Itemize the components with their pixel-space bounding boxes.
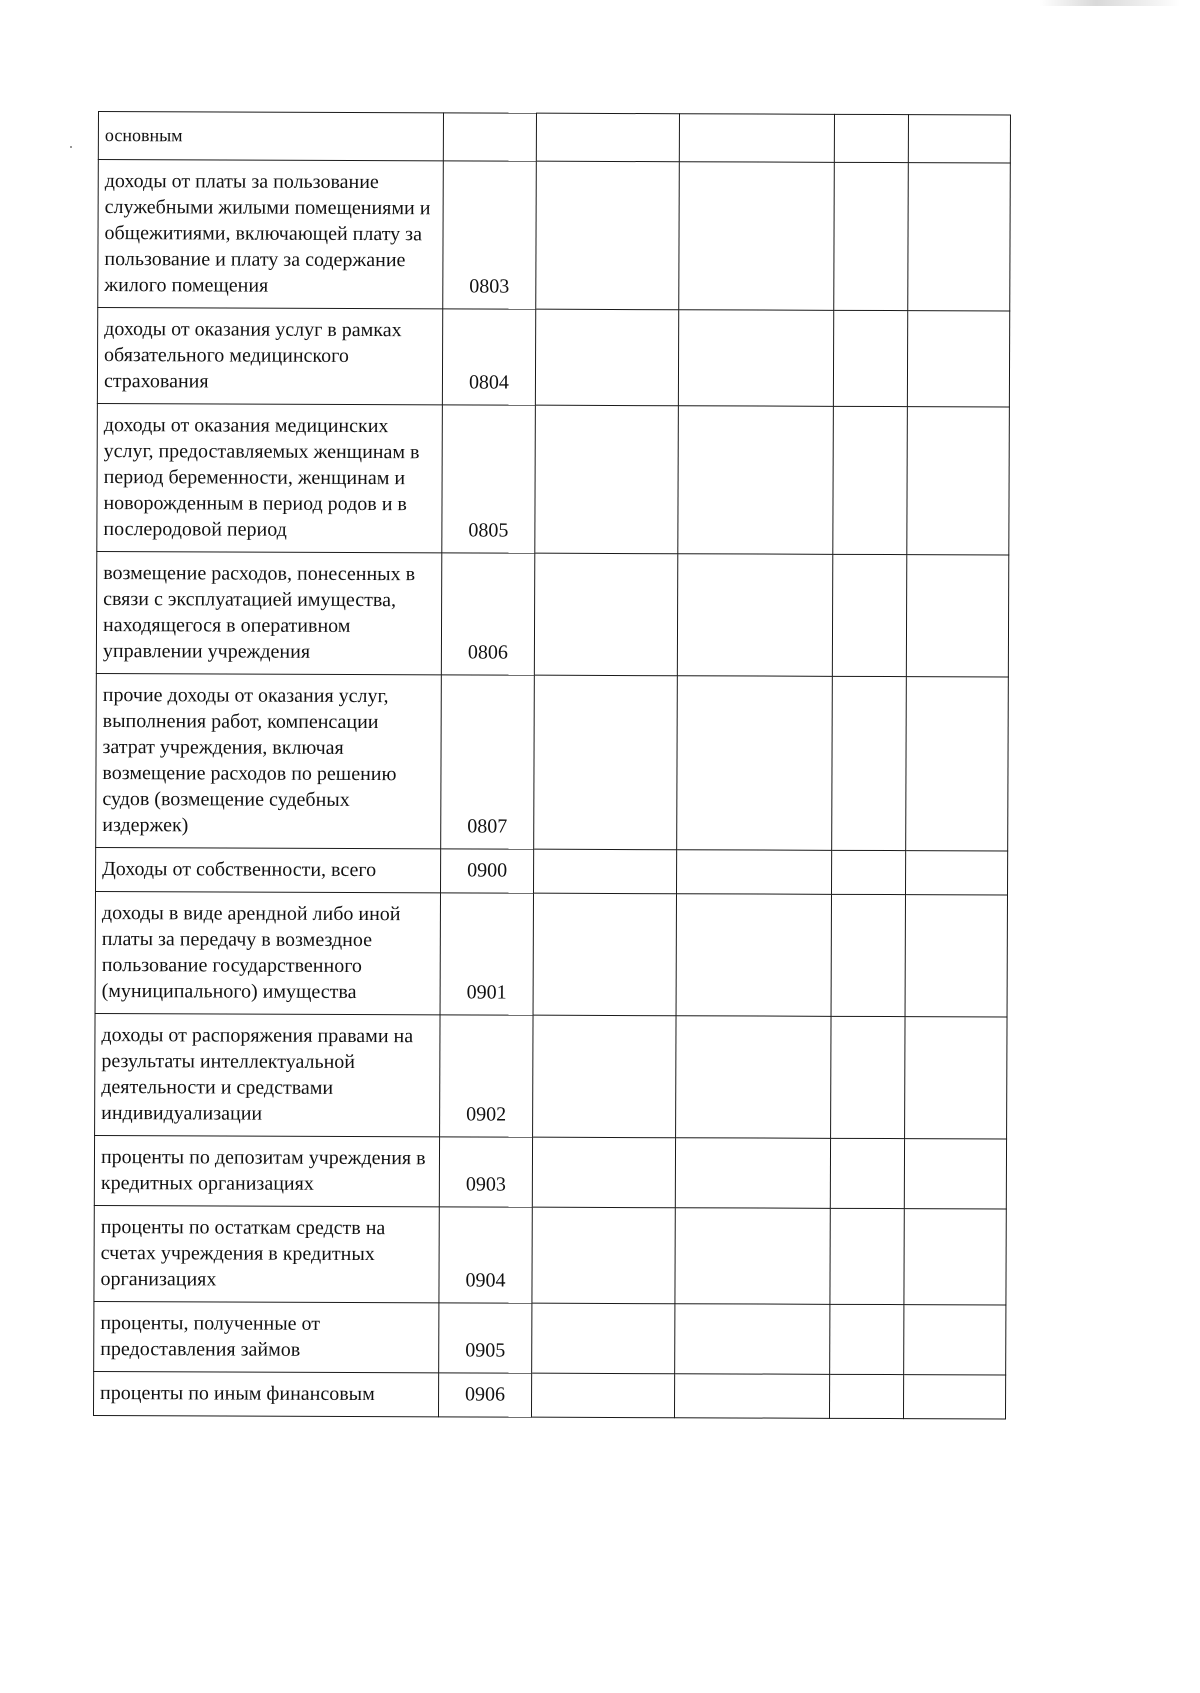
table-row	[98, 112, 1010, 164]
table-row	[97, 403, 1010, 555]
value-cell	[832, 554, 906, 676]
row-label: основным	[98, 112, 443, 161]
value-cell	[831, 894, 905, 1016]
value-cell	[536, 161, 680, 310]
value-cell	[833, 310, 907, 406]
value-cell	[677, 554, 832, 677]
value-cell	[905, 851, 1007, 895]
value-cell	[908, 163, 1011, 311]
table-row	[96, 673, 1009, 851]
table-row	[95, 1013, 1007, 1139]
value-cell	[533, 1015, 676, 1138]
value-cell	[534, 553, 677, 676]
value-cell	[535, 405, 679, 554]
value-cell	[833, 406, 908, 554]
value-cell	[676, 1016, 831, 1139]
value-cell	[533, 893, 676, 1016]
row-code: 0806	[441, 553, 534, 675]
table-row	[97, 308, 1009, 408]
margin-speck	[70, 146, 72, 148]
row-code: 0902	[440, 1015, 533, 1137]
value-cell	[675, 1304, 830, 1375]
row-label: возмещение расходов, понесенных в связи с эксплуатацией имущества, находящегося в оперативном управлении учреждения	[96, 551, 441, 674]
scan-artifact	[1040, 0, 1180, 6]
row-label: прочие доходы от оказания услуг, выполнения работ, компенсации затрат учреждения, включая возмещение расходов по решению судов (возмещение судебных издержек)	[96, 673, 442, 848]
value-cell	[829, 1374, 903, 1418]
value-cell	[679, 162, 835, 311]
value-cell	[536, 113, 679, 162]
value-cell	[532, 1207, 675, 1304]
row-label: Доходы от собственности, всего	[96, 847, 441, 892]
row-label: доходы от оказания услуг в рамках обязательного медицинского страхования	[97, 308, 442, 405]
value-cell	[831, 850, 905, 894]
value-cell	[907, 311, 1009, 407]
value-cell	[834, 114, 908, 162]
row-code: 0904	[439, 1207, 532, 1303]
value-cell	[534, 675, 678, 850]
value-cell	[830, 1304, 904, 1374]
table-row	[96, 551, 1008, 677]
value-cell	[906, 677, 1009, 851]
row-code: 0804	[442, 309, 535, 405]
value-cell	[678, 310, 833, 407]
value-cell	[532, 1303, 675, 1374]
value-cell	[903, 1375, 1005, 1419]
value-cell	[676, 850, 831, 895]
value-cell	[905, 895, 1007, 1017]
row-label: проценты, полученные от предоставления займов	[94, 1301, 439, 1372]
table-row	[98, 160, 1011, 312]
row-label: доходы от платы за пользование служебными жилыми помещениями и общежитиями, включающей плату за пользование и плату за содержание жилого помещения	[98, 160, 444, 309]
row-label: доходы от распоряжения правами на результаты интеллектуальной деятельности и средствами индивидуализации	[95, 1013, 440, 1136]
value-cell	[677, 676, 833, 851]
value-cell	[675, 1138, 830, 1209]
row-label: проценты по остаткам средств на счетах учреждения в кредитных организациях	[94, 1205, 439, 1302]
value-cell	[908, 115, 1010, 163]
value-cell	[679, 114, 834, 163]
table-row	[94, 1301, 1006, 1375]
table-row	[95, 891, 1007, 1017]
row-code: 0805	[442, 405, 536, 553]
row-label: доходы от оказания медицинских услуг, предоставляемых женщинам в период беременности, женщинам и новорожденным в период родов и в послеродовой период	[97, 403, 443, 552]
income-report-table	[93, 111, 1011, 1419]
value-cell	[531, 1373, 674, 1418]
value-cell	[831, 1016, 905, 1138]
value-cell	[830, 1138, 904, 1208]
row-code: 0901	[440, 893, 533, 1015]
value-cell	[674, 1374, 829, 1419]
row-code: 0803	[443, 161, 537, 309]
value-cell	[904, 1209, 1006, 1305]
value-cell	[535, 309, 678, 406]
value-cell	[533, 849, 676, 894]
row-code: 0900	[441, 849, 534, 893]
table-row	[94, 1135, 1006, 1209]
row-code	[443, 113, 536, 161]
value-cell	[905, 1017, 1007, 1139]
value-cell	[834, 162, 909, 310]
value-cell	[907, 407, 1010, 555]
table-row	[93, 1371, 1005, 1419]
row-code: 0903	[439, 1137, 532, 1207]
row-label: проценты по иным финансовым	[93, 1371, 438, 1416]
value-cell	[830, 1208, 904, 1304]
row-code: 0905	[439, 1303, 532, 1373]
value-cell	[678, 406, 834, 555]
table-row	[96, 847, 1008, 895]
table-row	[94, 1205, 1006, 1305]
row-label: доходы в виде арендной либо иной платы за передачу в возмездное пользование государственного (муниципального) имущества	[95, 891, 440, 1014]
value-cell	[904, 1139, 1006, 1209]
value-cell	[906, 555, 1008, 677]
row-label: проценты по депозитам учреждения в кредитных организациях	[94, 1135, 439, 1206]
value-cell	[832, 676, 907, 850]
value-cell	[532, 1137, 675, 1208]
row-code: 0906	[438, 1373, 531, 1417]
value-cell	[675, 1208, 830, 1305]
value-cell	[904, 1305, 1006, 1375]
value-cell	[676, 894, 831, 1017]
row-code: 0807	[441, 675, 535, 849]
